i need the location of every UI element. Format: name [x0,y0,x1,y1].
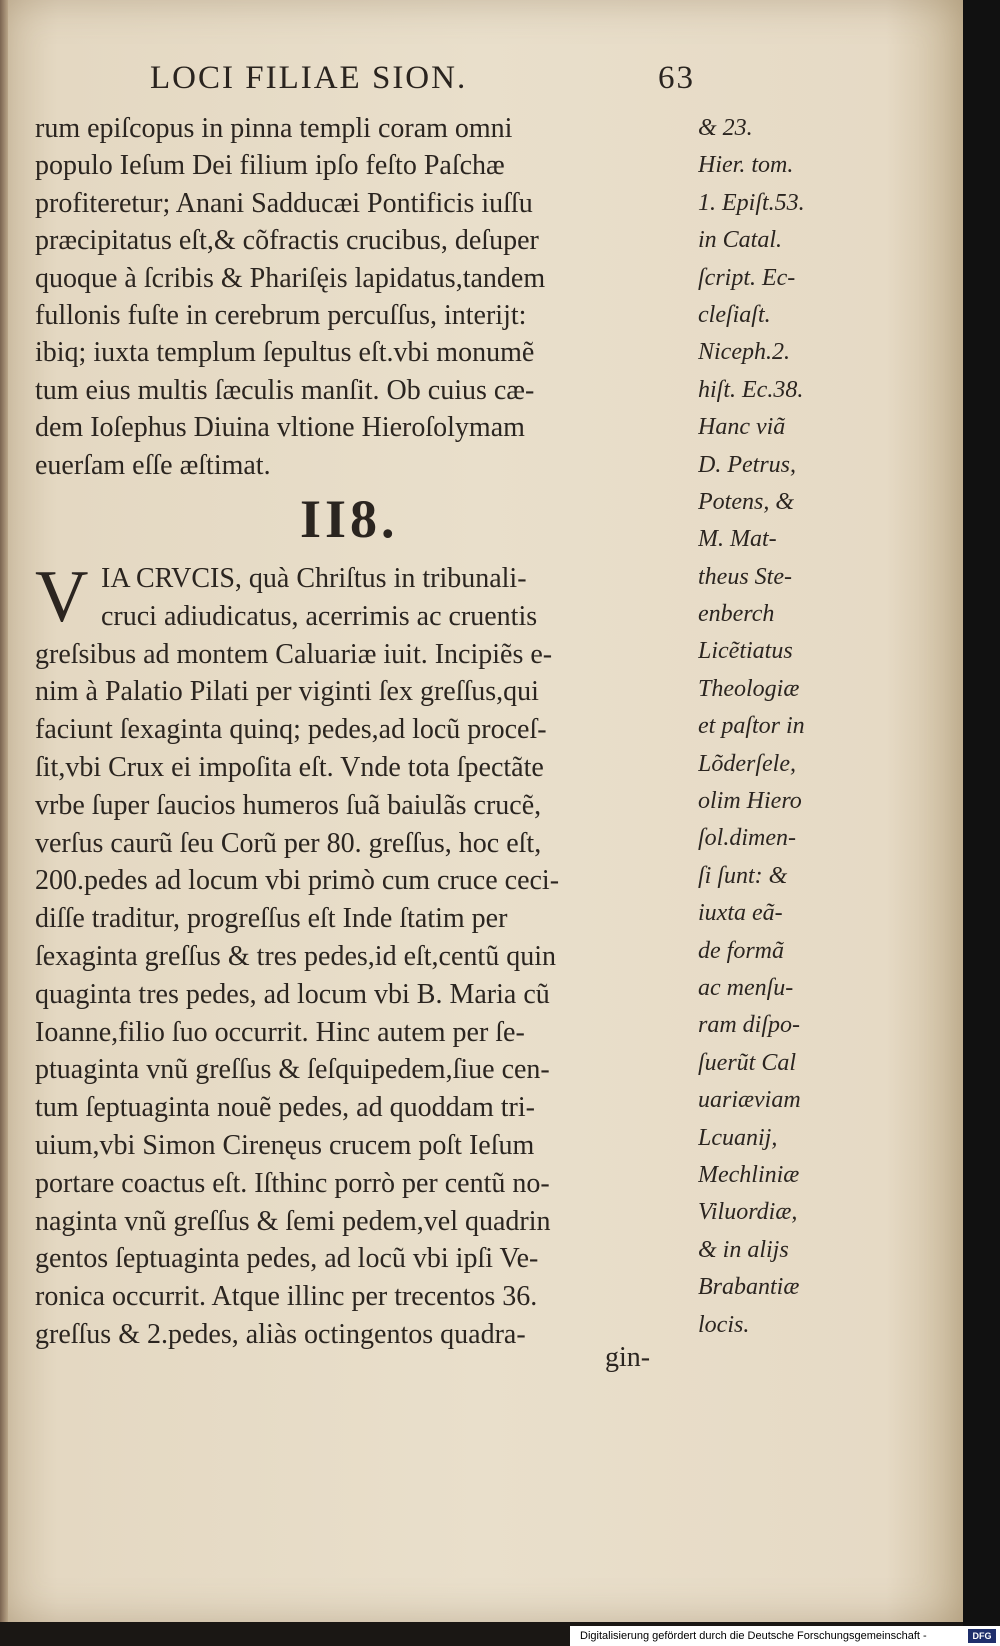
text-line: præcipitatus eſt,& cõfractis crucibus, deſuper [35,225,539,257]
marginal-note-line: in Catal. [698,227,783,254]
marginal-notes [698,110,828,1344]
marginal-note-line: enberch [698,601,775,628]
text-line: cruci adiudicatus, acerrimis ac cruentis [101,600,538,632]
text-line: profiteretur; Anani Sadducæi Pontificis iuſſu [35,187,533,219]
marginal-note-line: Hier. tom. [698,152,794,179]
text-line: IA CRVCIS, quà Chriſtus in tribunali- [101,563,527,594]
scan-background [963,0,1000,1646]
marginal-note-line: ſol.dimen- [698,825,796,852]
marginal-note-line: D. Petrus, [698,451,796,478]
text-line: rum epiſcopus in pinna templi coram omni [35,113,513,144]
text-line: vrbe ſuper ſaucios humeros ſuã baiulãs crucẽ, [35,789,542,821]
text-line: greſſus & 2.pedes, aliàs octingentos quadra- [35,1318,526,1350]
marginal-note-line: Viluordiæ, [698,1199,798,1226]
running-title: LOCI FILIAE SION. [150,60,468,96]
marginal-note-line: uariæviam [698,1087,801,1114]
text-line: Ioanne,filio ſuo occurrit. Hinc autem per ſe- [35,1016,525,1048]
main-text-top [35,110,685,484]
marginal-note-line: Lõderſele, [698,750,796,777]
marginal-note-line: ſcript. Ec- [698,264,796,291]
marginal-note-line: Niceph.2. [698,339,790,366]
marginal-note-line: ram diſpo- [698,1012,800,1039]
dfg-logo: DFG [968,1629,996,1643]
main-text-bottom [35,556,685,1354]
marginal-note-line: ſi ſunt: & [698,862,788,889]
marginal-note-line: 1. Epiſt.53. [698,189,805,216]
text-line: uium,vbi Simon Cirenęus crucem poſt Ieſum [35,1129,535,1161]
page-number: 63 [658,60,695,96]
marginal-note-line: ſuerũt Cal [698,1049,797,1076]
marginal-note-line: Brabantiæ [698,1274,800,1301]
marginal-note-line: iuxta eã- [698,900,783,927]
marginal-note-line: de formã [698,937,784,964]
text-line: 200.pedes ad locum vbi primò cum cruce ceci- [35,865,560,897]
text-line: faciunt ſexaginta quinq; pedes,ad locũ proceſ- [35,714,547,746]
text-line: fullonis fuſte in cerebrum percuſſus, interijt: [35,299,527,331]
marginal-note-line: Hanc viã [698,414,786,441]
catchword: gin- [605,1342,651,1373]
marginal-note-line: ac menſu- [698,974,794,1001]
marginal-note-line: olim Hiero [698,788,802,815]
marginal-note-line: et paſtor in [698,713,805,740]
marginal-note-line: hiſt. Ec.38. [698,376,804,403]
text-line: ronica occurrit. Atque illinc per trecentos 36. [35,1281,538,1313]
marginal-note-line: cleſiaſt. [698,301,771,328]
text-line: populo Ieſum Dei filium ipſo feſto Paſchæ [35,150,505,182]
text-line: dem Ioſephus Diuina vltione Hieroſolymam [35,412,525,444]
text-line: diſſe traditur, progreſſus eſt Inde ſtatim per [35,903,508,935]
text-line: tum eius multis ſæculis manſit. Ob cuius cæ- [35,374,535,406]
footer-text: Digitalisierung gefördert durch die Deutsche Forschungsgemeinschaft - [580,1630,927,1642]
text-line: euerſam eſſe æſtimat. [35,449,271,481]
marginal-note-line: Licẽtiatus [698,638,793,665]
text-line: gentos ſeptuaginta pedes, ad locũ vbi ipſi Ve- [35,1243,539,1275]
marginal-note-line: & in alijs [698,1236,789,1263]
text-line: ſexaginta greſſus & tres pedes,id eſt,centũ quin [35,940,556,972]
text-line: tum ſeptuaginta nouẽ pedes, ad quoddam tri- [35,1092,535,1124]
text-line: quaginta tres pedes, ad locum vbi B. Maria cũ [35,978,550,1010]
text-line: naginta vnũ greſſus & ſemi pedem,vel quadrin [35,1205,551,1237]
text-line: ptuaginta vnũ greſſus & ſeſquipedem,ſiue cen- [35,1054,550,1086]
text-line: greſsibus ad montem Caluariæ iuit. Incipiẽs e- [35,638,553,670]
marginal-note-line: locis. [698,1311,750,1338]
text-line: portare coactus eſt. Iſthinc porrò per centũ no- [35,1167,550,1199]
marginal-note-line: & 23. [698,115,753,141]
page-spine [0,0,8,1622]
marginal-note-line: Potens, & [698,488,794,515]
marginal-note-line: Mechliniæ [698,1161,800,1188]
text-line: quoque à ſcribis & Phariſęis lapidatus,tandem [35,262,546,294]
text-line: verſus caurũ ſeu Corũ per 80. greſſus, hoc eſt, [35,827,542,859]
marginal-note-line: theus Ste- [698,563,792,590]
marginal-note-line: Lcuanij, [698,1124,778,1151]
digitization-footer [570,1626,1000,1646]
marginal-note-line: Theologiæ [698,675,800,702]
marginal-note-line: M. Mat- [698,526,777,553]
section-number: II8. [300,489,399,549]
text-line: nim à Palatio Pilati per viginti ſex greſſus,qui [35,676,539,708]
text-line: ibiq; iuxta templum ſepultus eſt.vbi monumẽ [35,337,535,369]
text-line: ſit,vbi Crux ei impoſita eſt. Vnde tota ſpectãte [35,751,544,783]
drop-cap: V [35,556,89,638]
